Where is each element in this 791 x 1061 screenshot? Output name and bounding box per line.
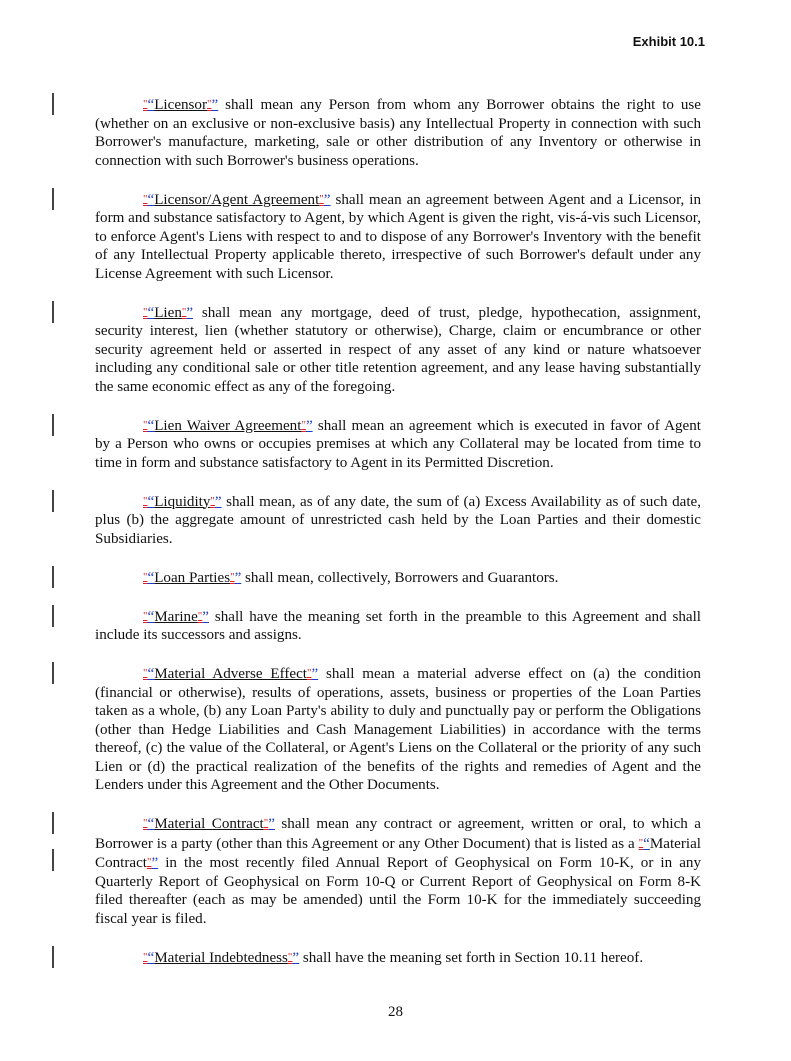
deleted-quote-mark: " (143, 667, 148, 679)
deleted-quote-mark: " (143, 950, 148, 963)
change-bar (52, 566, 54, 588)
defined-term: Material Indebtedness (154, 949, 288, 966)
definition-text: shall mean an agreement between Agent and a Licensor, in form and substance satisfactory to Agent, by which Agent is given the right, vis-á-vis such Licensor, to enforce Agent's Liens with respect to and to dispose of any Borrower's Inventory with the benefit of any Intellectual Property applicable thereto, irrespective of such Borrower's default under any License Agreement with such Licensor. (95, 191, 701, 282)
change-bar (52, 414, 54, 436)
deleted-quote-mark: " (143, 609, 148, 622)
definition-paragraph (95, 416, 701, 473)
deleted-quote-mark: " (319, 192, 324, 205)
deleted-quote-mark: " (143, 98, 148, 110)
deleted-quote-mark: " (143, 192, 148, 205)
deleted-quote-mark: " (143, 494, 148, 507)
inserted-close-quote: ” (305, 417, 313, 434)
defined-term: Licensor (154, 97, 208, 113)
definition-text: shall mean an agreement which is executed in favor of Agent by a Person who owns or occupies premises at which any Collateral may be located from time to time in form and substance satisfactory to Agent in its Permitted Discretion. (95, 417, 701, 471)
deleted-quote-mark: " (638, 836, 644, 849)
inserted-close-quote: ” (311, 666, 319, 682)
deleted-quote-mark: " (181, 305, 187, 318)
deleted-quote-mark: " (143, 418, 148, 431)
inserted-open-quote: “ (147, 304, 155, 321)
definition-text: shall mean any Person from whom any Borrower obtains the right to use (whether on an exclusive or non-exclusive basis) any Intellectual Property in connection with such Borrower's manufacture, marketing, sale or other distribution of any Inventory or otherwise in connection with such Borrower's business operations. (95, 97, 701, 169)
page-number: 28 (388, 1004, 403, 1020)
inserted-close-quote: ” (234, 569, 242, 586)
definition-paragraph (95, 492, 701, 549)
defined-term: Lien (154, 304, 182, 321)
inserted-open-quote: “ (147, 949, 155, 966)
deleted-quote-mark: " (230, 570, 235, 583)
inserted-close-quote: ” (214, 493, 222, 510)
definition-paragraph (95, 190, 701, 284)
inserted-open-quote: “ (147, 191, 155, 208)
inserted-close-quote: ” (292, 949, 300, 966)
deleted-quote-mark: " (210, 494, 215, 507)
inserted-close-quote: ” (186, 304, 194, 321)
inserted-open-quote: “ (147, 417, 155, 434)
inserted-open-quote: “ (147, 666, 155, 682)
definition-text: shall have the meaning set forth in Section 10.11 hereof. (299, 949, 644, 966)
definition-paragraph (95, 95, 701, 170)
defined-term: Liquidity (154, 493, 211, 510)
deleted-quote-mark: " (301, 418, 306, 431)
inserted-close-quote: ” (268, 816, 275, 832)
change-bar (52, 188, 54, 210)
definition-paragraph (95, 568, 701, 588)
definition-text: shall have the meaning set forth in the preamble to this Agreement and shall include its successors and assigns. (95, 608, 701, 643)
inserted-close-quote: ” (211, 97, 219, 113)
change-bar (52, 812, 54, 834)
definition-paragraph (95, 607, 701, 645)
defined-term: Lien Waiver Agreement (154, 417, 302, 434)
inserted-open-quote: “ (147, 97, 155, 113)
definition-paragraph (95, 814, 701, 928)
defined-term: Loan Parties (154, 569, 231, 586)
change-bar (52, 301, 54, 323)
deleted-quote-mark: " (306, 667, 312, 679)
deleted-quote-mark: " (197, 609, 203, 622)
deleted-quote-mark: " (143, 570, 148, 583)
inserted-open-quote: “ (147, 608, 155, 625)
change-bar (52, 93, 54, 115)
deleted-quote-mark: " (263, 817, 269, 829)
inserted-open-quote: “ (643, 835, 650, 852)
inserted-open-quote: “ (147, 493, 155, 510)
definition-paragraph (95, 948, 701, 968)
definition-paragraph (95, 303, 701, 397)
change-bar (52, 490, 54, 512)
inserted-open-quote: “ (147, 816, 155, 832)
change-bar (52, 849, 54, 871)
deleted-quote-mark: " (143, 305, 148, 318)
deleted-quote-mark: " (143, 817, 148, 829)
deleted-quote-mark: " (207, 98, 212, 110)
definition-text: shall mean a material adverse effect on (a) the condition (financial or otherwise), results of operations, assets, business or properties of the Loan Parties taken as a whole, (b) any Loan Party's ability to duly and punctually pay or perform the Obligations (other than Hedge Liabilities and Cash Management Liabilities) in accordance with the terms thereof, (c) the value of the Collateral, or Agent's Liens on the Collateral or the priority of any such Lien or (d) the practical realization of the benefits of the rights and remedies of Agent and the Lenders under this Agreement and the Other Documents. (95, 666, 701, 793)
defined-term: Marine (154, 608, 198, 625)
definition-text: shall mean any mortgage, deed of trust, pledge, hypothecation, assignment, security interest, lien (whether statutory or otherwise), Charge, claim or encumbrance or other security agreement held or asserted in respect of any asset of any kind or nature whatsoever including any conditional sale or other title retention agreement, and any lease having substantially the same economic effect as any of the foregoing. (95, 304, 701, 395)
change-bar (52, 605, 54, 627)
exhibit-label: Exhibit 10.1 (632, 34, 705, 49)
definition-paragraph (95, 664, 701, 795)
defined-term: Material Contract (95, 835, 701, 871)
definition-text: shall mean, as of any date, the sum of (a) Excess Availability as of such date, plus (b) the aggregate amount of unrestricted cash held by the Loan Parties and their domestic Subsidiaries. (95, 493, 701, 547)
change-bar (52, 662, 54, 684)
inserted-open-quote: “ (147, 569, 155, 586)
defined-term: Material Contract (154, 816, 264, 832)
document-body (95, 0, 701, 967)
inserted-close-quote: ” (151, 855, 159, 871)
definition-text: shall mean any contract or agreement, written or oral, to which a Borrower is a party (other than this Agreement or any Other Document) that is listed as a (95, 816, 701, 852)
change-bar (52, 946, 54, 968)
deleted-quote-mark: " (146, 856, 152, 868)
inserted-close-quote: ” (323, 191, 331, 208)
definition-text: in the most recently filed Annual Report of Geophysical on Form 10-K, or in any Quarterly Report of Geophysical on Form 10-Q or Current Report of Geophysical on Form 8-K filed thereafter (each as may be amended) until the Form 10-K for the immediately succeeding fiscal year is filed. (95, 855, 701, 927)
definition-text: shall mean, collectively, Borrowers and Guarantors. (241, 569, 559, 586)
defined-term: Licensor/Agent Agreement (154, 191, 320, 208)
inserted-close-quote: ” (202, 608, 209, 625)
deleted-quote-mark: " (287, 950, 293, 963)
defined-term: Material Adverse Effect (154, 666, 307, 682)
